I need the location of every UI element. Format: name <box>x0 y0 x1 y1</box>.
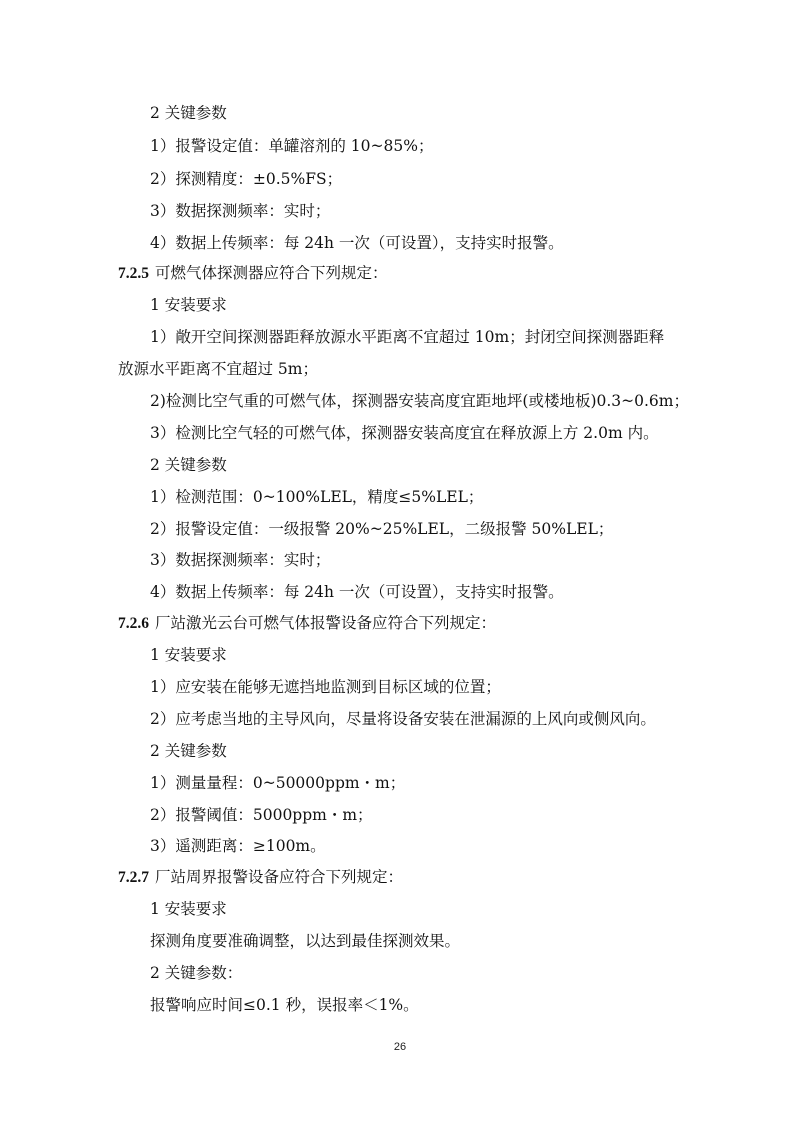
list-item: 3）遥测距离：≥100m。 <box>150 837 326 855</box>
list-item: 2）探测精度：±0.5%FS； <box>150 170 343 188</box>
list-item: 2）应考虑当地的主导风向，尽量将设备安装在泄漏源的上风向或侧风向。 <box>150 710 656 728</box>
page-number: 26 <box>393 1041 407 1053</box>
section-heading-7-2-6 <box>118 613 698 634</box>
subheading-key-parameters: 2 关键参数 <box>150 456 227 474</box>
list-item: 1）敞开空间探测器距释放源水平距离不宜超过 10m；封闭空间探测器距释 <box>150 328 665 346</box>
section-heading-7-2-7 <box>118 867 698 888</box>
list-item: 4）数据上传频率：每 24h 一次（可设置），支持实时报警。 <box>150 583 564 601</box>
section-title: 可燃气体探测器应符合下列规定： <box>155 264 388 282</box>
list-item: 2)检测比空气重的可燃气体，探测器安装高度宜距地坪(或楼地板)0.3~0.6m； <box>150 392 689 410</box>
subheading-key-parameters: 2 关键参数： <box>150 964 243 982</box>
list-item: 1）检测范围：0~100%LEL，精度≤5%LEL； <box>150 488 484 506</box>
paragraph: 探测角度要准确调整，以达到最佳探测效果。 <box>150 932 461 950</box>
list-item: 1）测量量程：0~50000ppm・m； <box>150 774 406 792</box>
list-item: 3）数据探测频率：实时； <box>150 551 331 569</box>
subheading-install-requirements: 1 安装要求 <box>150 646 227 664</box>
list-item: 2）报警阈值：5000ppm・m； <box>150 806 373 824</box>
section-title: 厂站激光云台可燃气体报警设备应符合下列规定： <box>155 614 497 632</box>
subheading-key-parameters: 2 关键参数 <box>150 742 227 760</box>
list-item: 1）应安装在能够无遮挡地监测到目标区域的位置； <box>150 678 501 696</box>
list-item: 3）数据探测频率：实时； <box>150 202 331 220</box>
list-item: 4）数据上传频率：每 24h 一次（可设置），支持实时报警。 <box>150 234 564 252</box>
list-item: 3）检测比空气轻的可燃气体，探测器安装高度宜在释放源上方 2.0m 内。 <box>150 424 659 442</box>
section-number: 7.2.6 <box>118 615 149 632</box>
subheading-key-parameters: 2 关键参数 <box>150 104 227 122</box>
list-item: 1）报警设定值：单罐溶剂的 10~85%； <box>150 137 434 155</box>
subheading-install-requirements: 1 安装要求 <box>150 900 227 918</box>
section-heading-7-2-5 <box>118 263 698 284</box>
list-item: 2）报警设定值：一级报警 20%~25%LEL，二级报警 50%LEL； <box>150 520 614 538</box>
section-number: 7.2.7 <box>118 869 149 886</box>
paragraph: 报警响应时间≤0.1 秒，误报率＜1%。 <box>150 996 419 1014</box>
list-item-continuation: 放源水平距离不宜超过 5m； <box>118 360 318 378</box>
section-title: 厂站周界报警设备应符合下列规定： <box>155 868 404 886</box>
subheading-install-requirements: 1 安装要求 <box>150 296 227 314</box>
section-number: 7.2.5 <box>118 265 149 282</box>
